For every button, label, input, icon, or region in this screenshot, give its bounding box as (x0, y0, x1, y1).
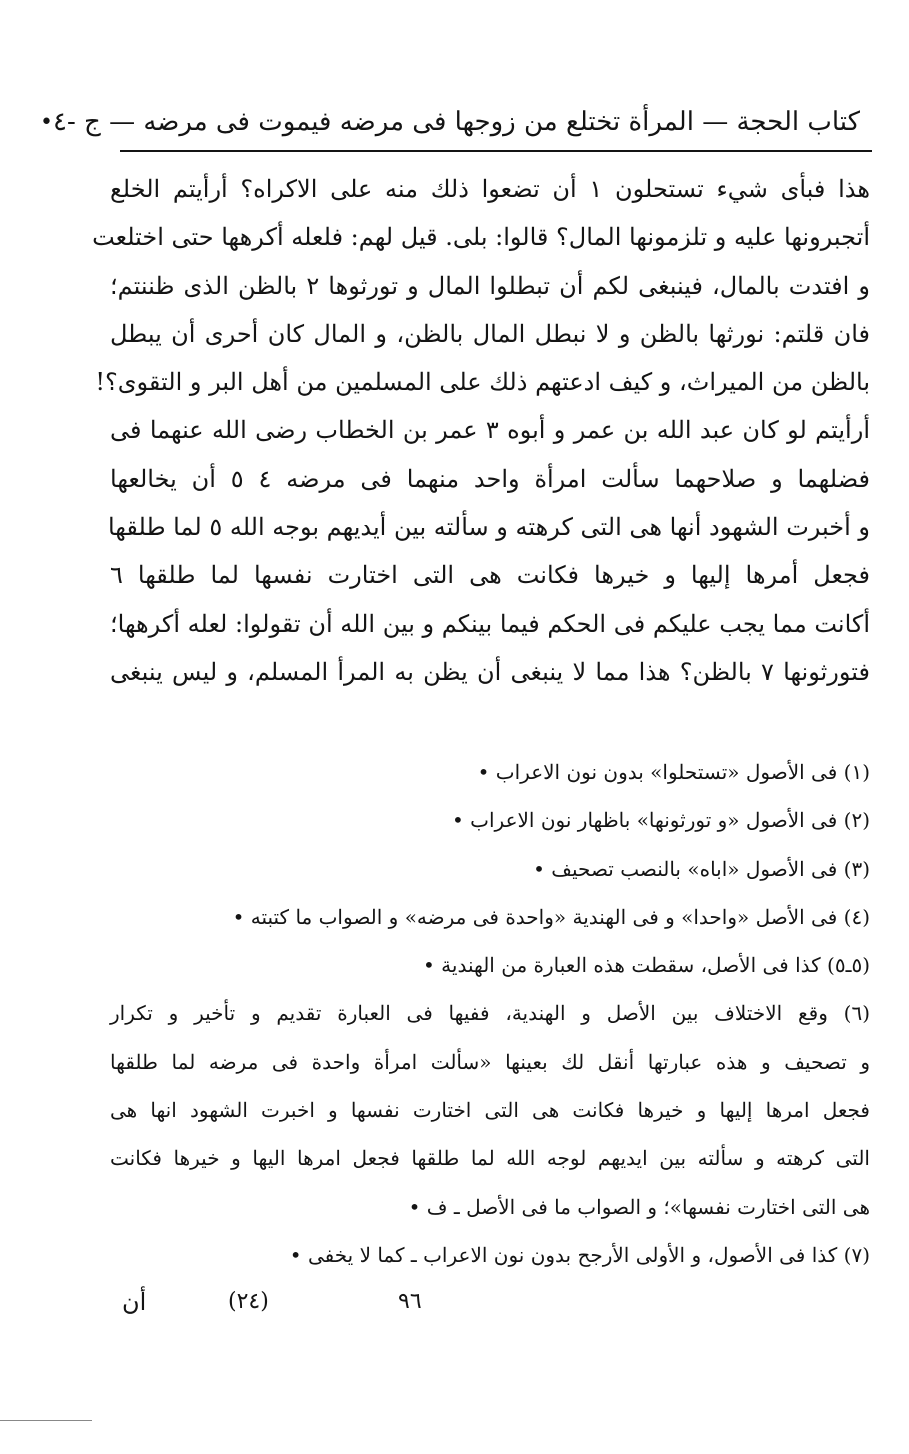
text-line: أتجبرونها عليه و تلزمونها المال؟ قالوا: بلى. قيل لهم: فلعله أكرهها حتى اختلعت (92, 223, 870, 252)
footnote-4: (٤) فى الأصل «واحدا» و فى الهندية «واحدة فى مرضه» و الصواب ما كتبته • (232, 904, 870, 929)
footnotes (110, 748, 870, 1279)
page-number: ٩٦ (398, 1289, 422, 1314)
text-line: أرأيتم لو كان عبد الله بن عمر و أبوه ٣ عمر بن الخطاب رضى الله عنهما فى (110, 416, 870, 445)
footnote-6-cont: التى كرهته و سألته بين ايديهم لوجه الله لما طلقها فجعل امرها اليها و خيرها فكانت (110, 1146, 870, 1171)
text-line: هذا فبأى شيء تستحلون ١ أن تضعوا ذلك منه على الاكراه؟ أرأيتم الخلع (110, 175, 870, 203)
footnote-5: (٥ـ٥) كذا فى الأصل، سقطت هذه العبارة من الهندية • (423, 953, 870, 978)
text-line: أكانت مما يجب عليكم فى الحكم فيما بينكم و بين الله أن تقولوا: لعله أكرهها؛ (110, 609, 870, 638)
text-line: فضلهما و صلاحهما سألت امرأة واحد منهما فى مرضه ٤ ٥ أن يخالعها (110, 464, 870, 493)
signature-mark: (٢٤) (228, 1289, 269, 1314)
text-line: فتورثونها ٧ بالظن؟ هذا مما لا ينبغى أن يظن به المرأ المسلم، و ليس ينبغى (110, 657, 871, 686)
text-line: و افتدت بالمال، فينبغى لكم أن تبطلوا المال و تورثوها ٢ بالظن الذى ظننتم؛ (110, 271, 870, 300)
footnote-1: (١) فى الأصول «تستحلوا» بدون نون الاعراب • (477, 760, 870, 784)
text-line: فان قلتم: نورثها بالظن و لا نبطل المال بالظن، و المال كان أحرى أن يبطل (110, 319, 870, 348)
footnote-6-cont: هى التى اختارت نفسها»؛ و الصواب ما فى الأصل ـ ف • (408, 1194, 870, 1219)
footnote-6-cont: فجعل امرها إليها و خيرها فكانت هى التى اختارت نفسها و اخبرت الشهود انها هى (110, 1098, 870, 1123)
footnote-6: (٦) وقع الاختلاف بين الأصل و الهندية، ففيها فى العبارة تقديم و تأخير و تكرار (110, 1001, 870, 1026)
scan-edge-line (0, 1420, 92, 1421)
catchword: أن (122, 1288, 147, 1316)
text-line: بالظن من الميراث، و كيف ادعتهم ذلك على المسلمين من أهل البر و التقوى؟! (95, 368, 870, 397)
text-line: و أخبرت الشهود أنها هى التى كرهته و سألته بين أيديهم بوجه الله ٥ لما طلقها (107, 513, 870, 542)
margin-mark: • (40, 110, 53, 135)
footnote-6-cont: و تصحيف و هذه عبارتها أنقل لك بعينها «سألت امرأة واحدة فى مرضه لما طلقها (110, 1049, 870, 1074)
footnote-7: (٧) كذا فى الأصول، و الأولى الأرجح بدون نون الاعراب ـ كما لا يخفى • (289, 1242, 870, 1267)
text-line: فجعل أمرها إليها و خيرها فكانت هى التى اختارت نفسها لما طلقها ٦ (110, 561, 870, 590)
header-rule (120, 150, 872, 152)
footnote-2: (٢) فى الأصول «و تورثونها» باظهار نون الاعراب • (452, 808, 870, 833)
footnote-3: (٣) فى الأصول «اباه» بالنصب تصحيف • (533, 856, 870, 881)
main-text (92, 165, 871, 696)
page-footer (110, 1282, 870, 1322)
running-header: كتاب الحجة — المرأة تختلع من زوجها فى مرضه فيموت فى مرضه — ج -٤ (53, 107, 860, 137)
